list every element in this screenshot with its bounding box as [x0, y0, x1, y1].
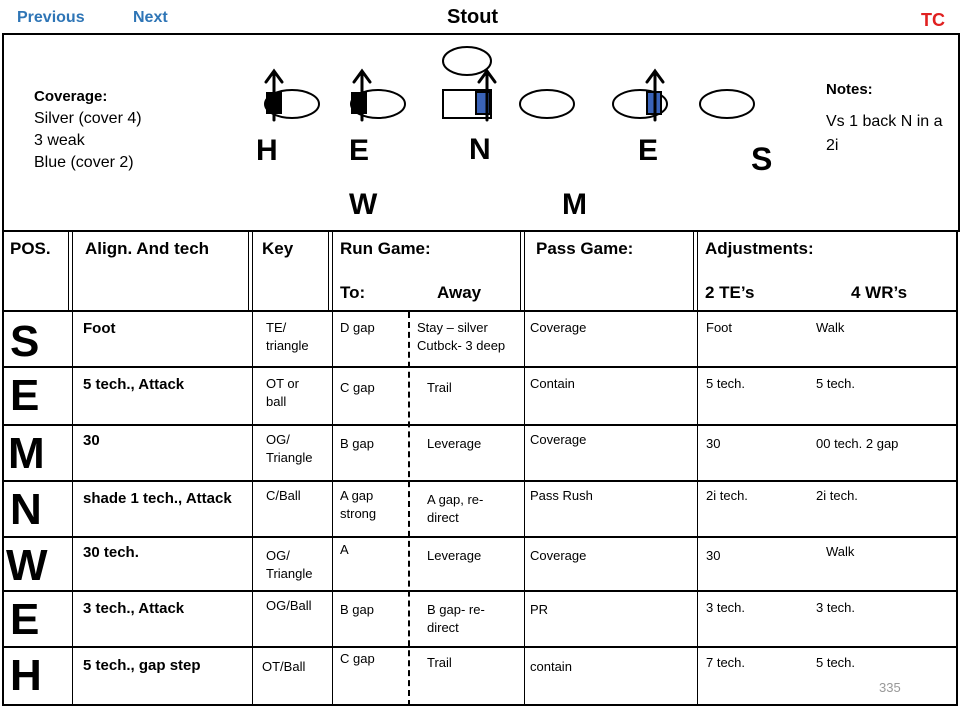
- row-run-to: A: [340, 542, 349, 557]
- header-away: Away: [437, 283, 482, 302]
- row-run-away: Trail: [427, 655, 452, 670]
- row-pass: PR: [530, 602, 549, 617]
- row-alignment: 5 tech., Attack: [83, 376, 185, 393]
- row-alignment: Foot: [83, 320, 116, 337]
- diagram-letter-h: H: [256, 134, 278, 167]
- header-key: Key: [262, 239, 294, 258]
- header-align: Align. And tech: [85, 239, 210, 258]
- row-adj-2te: 7 tech.: [706, 655, 746, 670]
- header-2te: 2 TE’s: [705, 283, 755, 302]
- row-key: OT or ball: [266, 376, 299, 409]
- formation-diagram: [0, 0, 960, 232]
- header-pass-game: Pass Game:: [536, 239, 634, 258]
- table-row: [0, 592, 960, 646]
- row-key: OG/Ball: [266, 598, 312, 613]
- table-row: [0, 368, 960, 424]
- row-key: OG/ Triangle: [266, 432, 313, 465]
- diagram-letter-m: M: [562, 188, 587, 221]
- row-pass: Pass Rush: [530, 488, 593, 503]
- row-pass: Contain: [530, 376, 575, 391]
- row-adj-2te: 2i tech.: [706, 488, 748, 503]
- blocked-marker: [351, 92, 367, 114]
- grid-line: [693, 232, 694, 312]
- table-row: [0, 648, 960, 704]
- next-link[interactable]: Next: [133, 9, 168, 26]
- row-run-to: C gap: [340, 651, 375, 666]
- grid-line: [68, 232, 69, 312]
- row-adj-2te: 3 tech.: [706, 600, 746, 615]
- table-row: [0, 312, 960, 368]
- row-alignment: 30 tech.: [83, 544, 139, 561]
- diagram-letter-w: W: [349, 188, 378, 221]
- table-bottom: [2, 704, 958, 706]
- row-adj-4wr: 5 tech.: [816, 376, 856, 391]
- row-position: S: [10, 317, 40, 366]
- row-adj-4wr: 5 tech.: [816, 655, 856, 670]
- row-pass: Coverage: [530, 320, 587, 335]
- row-run-away: Leverage: [427, 548, 482, 563]
- page-title: Stout: [447, 6, 499, 28]
- table-row: [0, 482, 960, 536]
- table-row: [0, 426, 960, 480]
- table-row: [0, 538, 960, 590]
- header-run-game: Run Game:: [340, 239, 431, 258]
- row-adj-2te: Foot: [706, 320, 733, 335]
- diagram-letter-e: E: [349, 134, 370, 167]
- row-adj-4wr: 00 tech. 2 gap: [816, 436, 899, 451]
- row-adj-2te: 5 tech.: [706, 376, 746, 391]
- row-run-to: B gap: [340, 436, 374, 451]
- row-position: E: [10, 371, 40, 420]
- coverage-line: Blue (cover 2): [34, 154, 134, 171]
- row-key: OG/ Triangle: [266, 548, 313, 581]
- notes-line: 2i: [826, 137, 839, 154]
- notes-label: Notes:: [826, 81, 873, 98]
- row-adj-4wr: 2i tech.: [816, 488, 858, 503]
- page-number: 335: [879, 680, 901, 695]
- row-adj-4wr: Walk: [816, 320, 845, 335]
- notes-line: Vs 1 back N in a: [826, 113, 943, 130]
- row-run-away: Trail: [427, 380, 452, 395]
- row-run-away: B gap- re-direct: [427, 602, 485, 635]
- coverage-label: Coverage:: [34, 88, 108, 105]
- header-pos: POS.: [10, 239, 51, 258]
- row-position: W: [6, 541, 48, 590]
- lineman-oval: [700, 90, 754, 118]
- row-pass: Coverage: [530, 548, 587, 563]
- row-position: H: [10, 651, 42, 700]
- grid-line: [248, 232, 249, 312]
- row-pass: Coverage: [530, 432, 587, 447]
- row-alignment: shade 1 tech., Attack: [83, 490, 232, 507]
- header-to: To:: [340, 283, 366, 302]
- row-position: E: [10, 595, 40, 644]
- diagram-letter-n: N: [469, 133, 491, 166]
- header-adjustments: Adjustments:: [705, 239, 814, 258]
- quarterback-oval: [443, 47, 491, 75]
- row-alignment: 3 tech., Attack: [83, 600, 185, 617]
- row-alignment: 5 tech., gap step: [83, 657, 201, 674]
- row-alignment: 30: [83, 432, 100, 449]
- row-run-away: Stay – silver Cutbck- 3 deep: [417, 320, 506, 353]
- row-position: M: [8, 429, 45, 478]
- row-adj-4wr: 3 tech.: [816, 600, 856, 615]
- row-adj-2te: 30: [706, 548, 721, 563]
- row-run-to: B gap: [340, 602, 374, 617]
- grid-line: [328, 232, 329, 312]
- diagram-letter-s: S: [751, 141, 773, 177]
- row-position: N: [10, 485, 42, 534]
- row-run-to: A gap strong: [340, 488, 377, 521]
- row-run-to: C gap: [340, 380, 375, 395]
- row-adj-4wr: Walk: [826, 544, 855, 559]
- row-key: C/Ball: [266, 488, 301, 503]
- row-run-away: A gap, re-direct: [427, 492, 484, 525]
- row-key: OT/Ball: [262, 659, 306, 674]
- grid-line: [520, 232, 521, 312]
- previous-link[interactable]: Previous: [17, 9, 85, 26]
- row-key: TE/ triangle: [266, 320, 309, 353]
- row-run-away: Leverage: [427, 436, 482, 451]
- diagram-letter-e: E: [638, 134, 659, 167]
- coverage-line: 3 weak: [34, 132, 85, 149]
- corner-label: TC: [921, 10, 945, 30]
- row-pass: contain: [530, 659, 572, 674]
- header-4wr: 4 WR’s: [851, 283, 908, 302]
- lineman-oval: [520, 90, 574, 118]
- row-run-to: D gap: [340, 320, 375, 335]
- row-adj-2te: 30: [706, 436, 721, 451]
- coverage-line: Silver (cover 4): [34, 110, 142, 127]
